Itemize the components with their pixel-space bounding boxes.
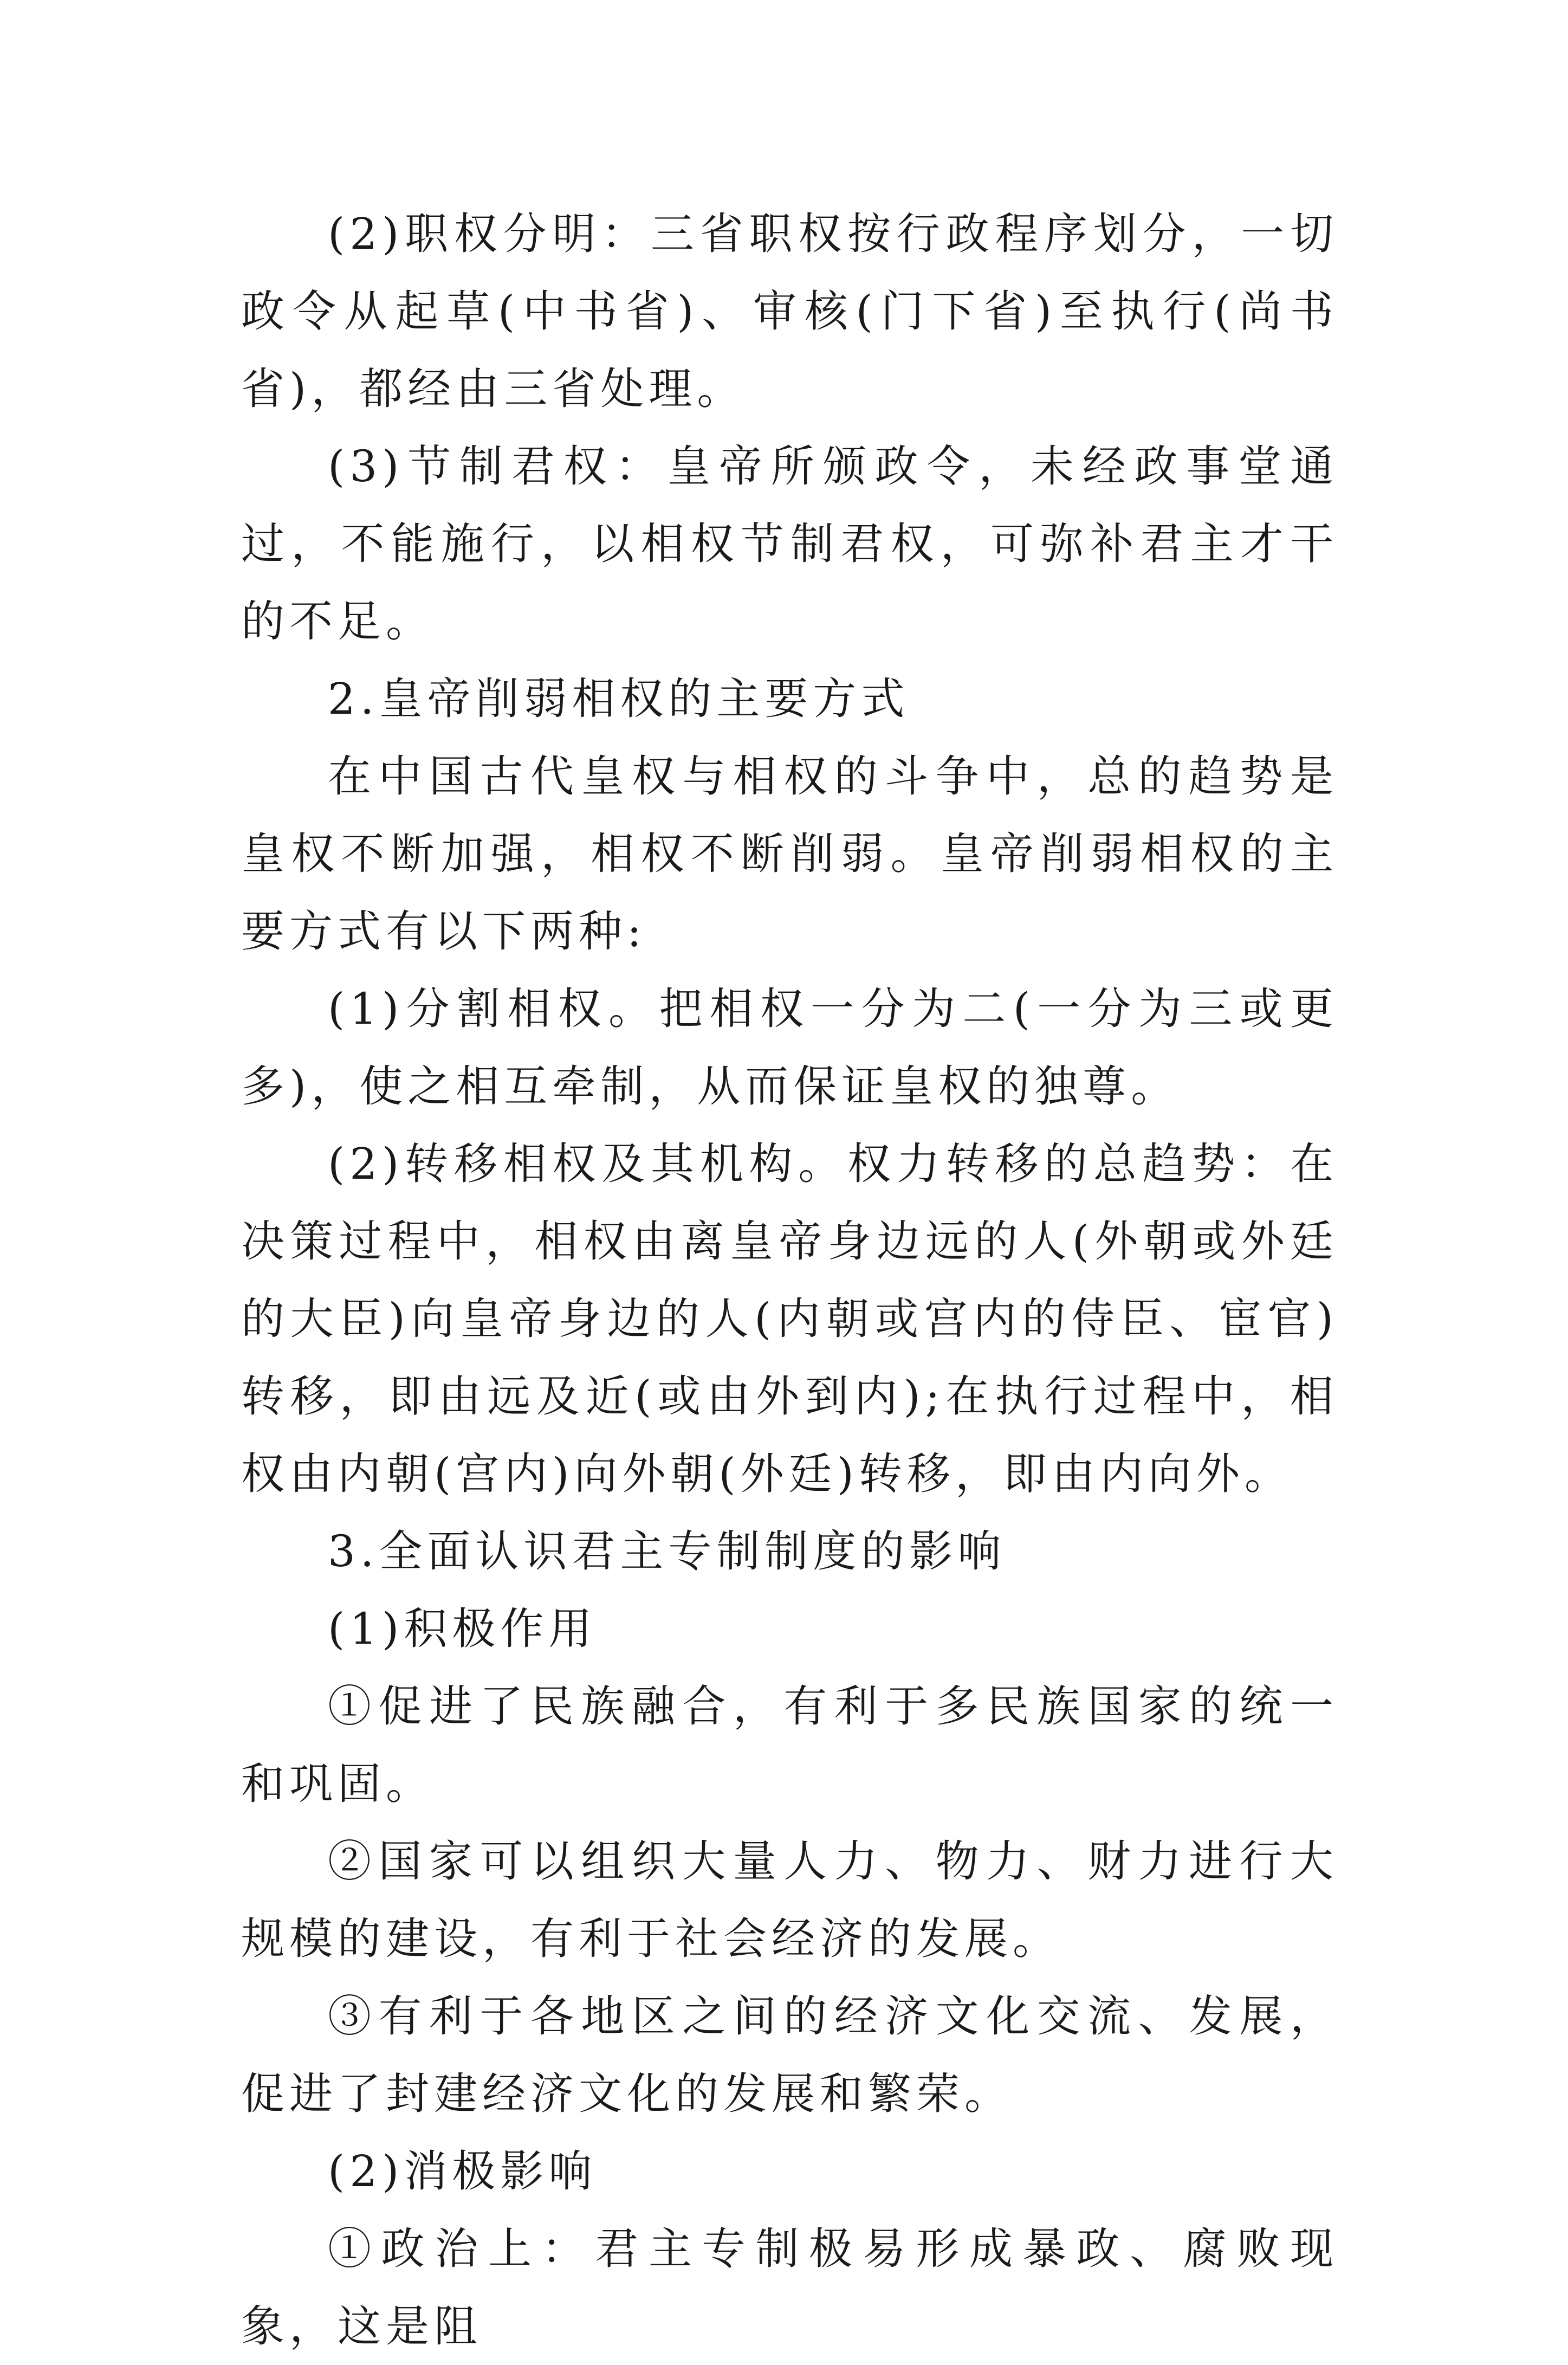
paragraph-positive-2: ②国家可以组织大量人力、物力、财力进行大规模的建设，有利于社会经济的发展。 — [241, 1836, 1338, 1964]
paragraph-split-power: (1)分割相权。把相权一分为二(一分为三或更多)，使之相互牵制，从而保证皇权的独尊。 — [241, 984, 1338, 1112]
paragraph-transfer-power: (2)转移相权及其机构。权力转移的总趋势：在决策过程中，相权由离皇帝身边远的人(外朝或外廷的大臣)向皇帝身边的人(内朝或宫内的侍臣、宦官)转移，即由远及近(或由外到内);在执行过程中，相权由内朝(宫内)向外朝(外廷)转移，即由内向外。 — [241, 1139, 1338, 1499]
subheading-negative-effects: (2)消极影响 — [328, 2146, 597, 2196]
paragraph-positive-3: ③有利于各地区之间的经济文化交流、发展，促进了封建经济文化的发展和繁荣。 — [241, 1991, 1338, 2119]
paragraph-restrain-imperial-power: (3)节制君权：皇帝所颁政令，未经政事堂通过，不能施行，以相权节制君权，可弥补君主才干的不足。 — [241, 441, 1338, 647]
paragraph-positive-1: ①促进了民族融合，有利于多民族国家的统一和巩固。 — [241, 1681, 1338, 1809]
subheading-positive-effects: (1)积极作用 — [328, 1604, 597, 1654]
paragraph-duties-division: (2)职权分明：三省职权按行政程序划分，一切政令从起草(中书省)、审核(门下省)至执行(尚书省)，都经由三省处理。 — [241, 209, 1338, 414]
document-body — [241, 195, 1338, 2365]
paragraph-power-struggle-trend: 在中国古代皇权与相权的斗争中，总的趋势是皇权不断加强，相权不断削弱。皇帝削弱相权的主要方式有以下两种: — [241, 751, 1338, 957]
section-heading-weaken-chancellor: 2.皇帝削弱相权的主要方式 — [328, 674, 910, 724]
section-heading-autocracy-influence: 3.全面认识君主专制制度的影响 — [328, 1526, 1006, 1576]
paragraph-negative-1: ①政治上：君主专制极易形成暴政、腐败现象，这是阻 — [241, 2224, 1338, 2351]
